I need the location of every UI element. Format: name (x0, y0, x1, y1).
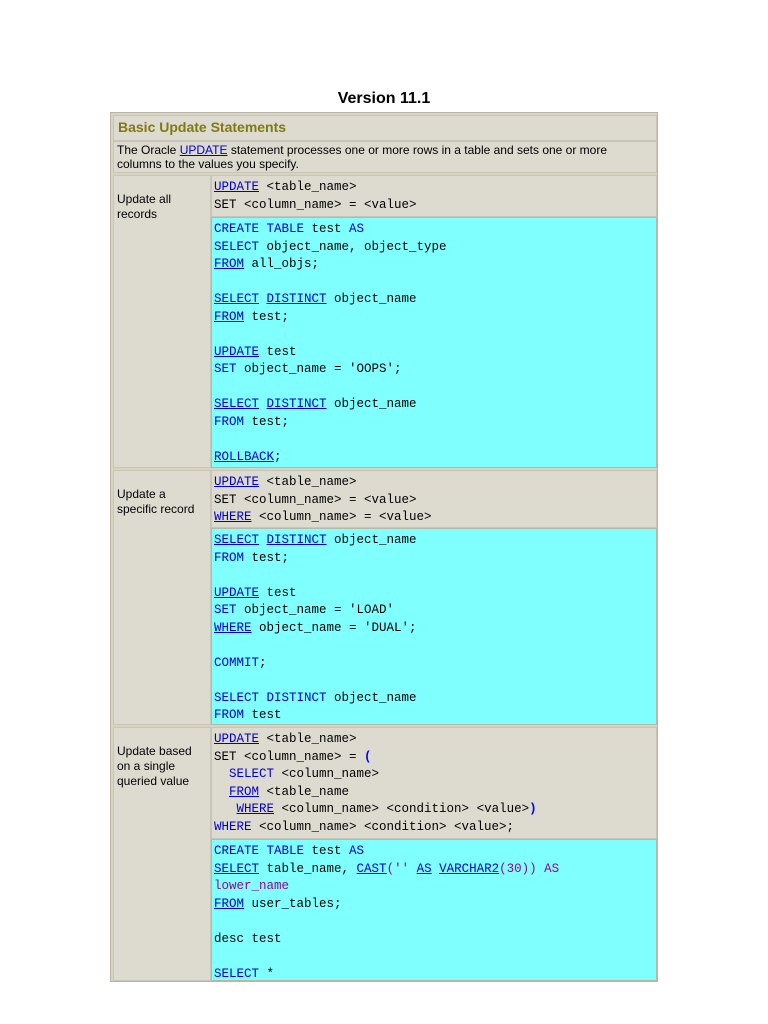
section-intro (113, 141, 657, 173)
sql-keyword-link[interactable]: FROM (214, 309, 245, 324)
code-line (214, 180, 357, 194)
sql-keyword: AS (349, 844, 365, 858)
sql-keyword: FROM (214, 414, 245, 429)
sql-keyword-link[interactable]: SELECT (214, 533, 260, 547)
code-line (214, 510, 432, 524)
sql-keyword-link[interactable]: SELECT (214, 397, 260, 411)
code-text: test (304, 844, 350, 858)
section-heading: Basic Update Statements (113, 115, 657, 141)
code-text (432, 862, 440, 876)
code-text: <table_name> (259, 732, 357, 746)
code-text: <column_name> (274, 767, 380, 781)
sql-keyword: SELECT (214, 239, 260, 254)
code-text: object_name = 'DUAL'; (251, 620, 417, 635)
sql-keyword-link[interactable]: SELECT (214, 292, 260, 306)
code-text: ; (259, 655, 267, 670)
sql-keyword: COMMIT (214, 655, 260, 670)
code-text: test; (244, 414, 290, 429)
code-text: ; (274, 449, 282, 464)
sql-keyword-link[interactable]: UPDATE (214, 180, 260, 194)
code-text (214, 767, 229, 781)
code-line (214, 397, 417, 411)
example-code (212, 840, 656, 986)
code-line (214, 785, 349, 799)
code-line (214, 450, 282, 464)
sql-keyword: FROM (214, 708, 245, 722)
code-line (214, 802, 537, 816)
page-title: Version 11.1 (337, 90, 431, 107)
code-line (214, 292, 417, 306)
code-line (214, 897, 342, 911)
code-line (214, 656, 267, 670)
code-line (214, 767, 379, 781)
syntax-code (212, 471, 656, 530)
sql-keyword: SET (214, 362, 237, 376)
sql-keyword: CREATE TABLE (214, 222, 305, 236)
code-line (214, 415, 289, 429)
code-line (214, 967, 274, 981)
sql-type-fragment: ('' (386, 861, 410, 876)
sql-keyword-link[interactable]: UPDATE (214, 585, 260, 600)
code-line (214, 310, 289, 324)
code-text: SET <column_name> = <value> (214, 197, 417, 212)
intro-text-before: The Oracle (117, 143, 180, 157)
sql-keyword: FROM (214, 550, 245, 565)
sql-keyword-link[interactable]: WHERE (236, 802, 275, 816)
row-label-update-all: Update all records (113, 175, 211, 468)
code-line (214, 844, 364, 858)
sql-keyword-link[interactable]: SELECT (214, 861, 260, 876)
sql-keyword-link[interactable]: UPDATE (214, 732, 260, 746)
code-text: <table_name> (259, 475, 357, 489)
sql-keyword: SELECT (229, 767, 275, 781)
code-text: test (304, 222, 350, 236)
sql-keyword-link[interactable]: VARCHAR2 (439, 861, 500, 876)
code-line (214, 820, 514, 834)
code-line (214, 879, 289, 893)
sql-keyword-link[interactable]: WHERE (214, 620, 252, 635)
sql-keyword: CREATE TABLE (214, 844, 305, 858)
code-line (214, 862, 559, 876)
code-text (259, 397, 267, 411)
sql-keyword-link[interactable]: AS (416, 861, 432, 876)
example-block-update-specific (211, 528, 657, 725)
sql-keyword: AS (349, 222, 365, 236)
sql-keyword: SELECT DISTINCT (214, 690, 327, 705)
code-text: <column_name> <condition> <value>; (251, 819, 515, 834)
code-text (409, 862, 417, 876)
code-text: SET <column_name> = (214, 749, 365, 764)
sql-keyword-link[interactable]: FROM (214, 257, 245, 271)
code-text: object_name = 'LOAD' (236, 603, 395, 617)
code-line (214, 750, 372, 764)
code-line (214, 240, 447, 254)
code-text: <column_name> <condition> <value> (274, 802, 530, 816)
update-link[interactable]: UPDATE (179, 143, 228, 157)
sql-keyword-link[interactable]: ROLLBACK (214, 449, 275, 464)
sql-keyword-link[interactable]: UPDATE (214, 475, 260, 489)
code-line (214, 533, 417, 547)
code-text: test; (244, 309, 290, 324)
code-line (214, 621, 417, 635)
code-line (214, 691, 417, 705)
code-text: object_name (326, 397, 417, 411)
sql-keyword: SELECT (214, 966, 260, 981)
code-line (214, 603, 394, 617)
code-text: * (259, 966, 275, 981)
sql-keyword-link[interactable]: UPDATE (214, 344, 260, 359)
code-line (214, 257, 319, 271)
code-line (214, 198, 417, 212)
syntax-block-update-all (211, 175, 657, 217)
code-line (214, 586, 297, 600)
sql-keyword-link[interactable]: DISTINCT (266, 397, 327, 411)
example-code (212, 218, 656, 469)
code-text (214, 785, 229, 799)
syntax-code (212, 728, 656, 839)
row-label-update-queried: Update based on a single queried value (113, 727, 211, 981)
syntax-block-update-specific (211, 470, 657, 528)
code-text: object_name, object_type (259, 239, 447, 254)
sql-keyword-link[interactable]: CAST (356, 861, 387, 876)
sql-keyword-link[interactable]: FROM (229, 784, 260, 799)
sql-keyword-link[interactable]: DISTINCT (266, 533, 327, 547)
code-line (214, 551, 289, 565)
code-text: SET <column_name> = <value> (214, 492, 417, 507)
code-line (214, 475, 357, 489)
code-text: object_name = 'OOPS'; (236, 362, 402, 376)
code-line (214, 345, 297, 359)
code-text: table_name, (259, 861, 357, 876)
code-text: all_objs; (244, 257, 320, 271)
code-text: object_name (326, 533, 417, 547)
code-text: test (259, 344, 297, 359)
sql-keyword-link[interactable]: DISTINCT (266, 292, 327, 306)
content-table (110, 112, 658, 982)
sql-keyword-link[interactable]: FROM (214, 896, 245, 911)
code-line (214, 708, 282, 722)
row-label-update-specific: Update a specific record (113, 470, 211, 725)
syntax-code (212, 176, 656, 217)
code-text (214, 802, 237, 816)
sql-type-fragment: (30)) (499, 861, 537, 876)
code-line (214, 222, 364, 236)
sql-paren: ) (529, 802, 537, 816)
code-text: <table_name> (259, 180, 357, 194)
code-text: user_tables; (244, 896, 342, 911)
sql-type-fragment: lower_name (214, 879, 290, 893)
code-line (214, 732, 357, 746)
code-text: <column_name> = <value> (251, 510, 432, 524)
code-text: desc test (214, 931, 282, 946)
code-line (214, 493, 417, 507)
syntax-block-update-queried (211, 727, 657, 839)
sql-paren: ( (364, 749, 372, 764)
example-block-update-all (211, 217, 657, 468)
code-text (259, 533, 267, 547)
code-text: test; (244, 550, 290, 565)
sql-keyword: SET (214, 603, 237, 617)
example-block-update-queried (211, 839, 657, 981)
intro-text-after: statement processes one or more rows in a table and sets one or more columns to the values you specify. (117, 143, 608, 171)
sql-type-fragment: AS (544, 861, 560, 876)
code-text: test (259, 585, 297, 600)
code-text (259, 292, 267, 306)
code-text: object_name (326, 690, 417, 705)
sql-keyword-link[interactable]: WHERE (214, 510, 252, 524)
code-line (214, 932, 282, 946)
code-text: object_name (326, 292, 417, 306)
code-text: <table_name (259, 784, 350, 799)
example-code (212, 529, 656, 728)
sql-keyword: WHERE (214, 819, 252, 834)
code-text: test (244, 708, 282, 722)
code-line (214, 362, 402, 376)
